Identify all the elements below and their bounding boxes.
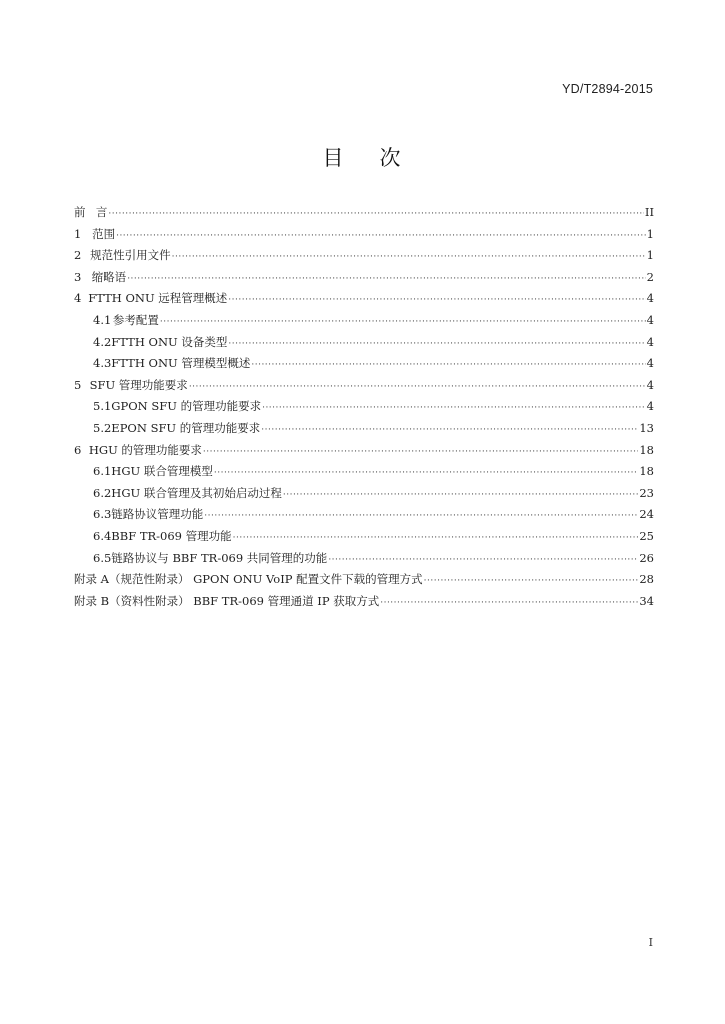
- page-number: I: [648, 936, 653, 949]
- toc-entry-number: 6: [74, 442, 82, 457]
- toc-entry-label: HGU 联合管理及其初始启动过程: [111, 485, 282, 500]
- toc-entry-label: 言: [95, 205, 108, 219]
- toc-leader-dots: [424, 571, 639, 593]
- toc-entry-label: FTTH ONU 管理模型概述: [111, 356, 251, 371]
- toc-entry[interactable]: [74, 461, 654, 483]
- toc-entry-label: HGU 的管理功能要求: [88, 442, 202, 457]
- toc-entry-label: FTTH ONU 设备类型: [111, 334, 228, 349]
- toc-entry-number: 1: [74, 226, 82, 241]
- toc-leader-dots: [251, 355, 645, 377]
- toc-entry-page: 4: [646, 377, 654, 392]
- toc-entry[interactable]: [74, 440, 654, 462]
- toc-entry-page: 4: [646, 356, 654, 371]
- toc-entry-label: 参考配置: [112, 312, 159, 327]
- toc-entry-page: 18: [639, 442, 654, 457]
- toc-entry-label: BBF TR-069 管理功能: [111, 528, 232, 543]
- toc-entry-number: 4.2: [93, 334, 112, 349]
- toc-leader-dots: [204, 506, 638, 528]
- toc-entry[interactable]: [74, 353, 654, 375]
- toc-entry-number: 5.1: [93, 399, 112, 414]
- toc-entry[interactable]: [74, 504, 654, 526]
- toc-entry-page: 26: [639, 550, 654, 565]
- toc-entry[interactable]: [74, 591, 654, 613]
- toc-entry-page: 18: [639, 464, 654, 479]
- toc-entry-number: 5.2: [93, 420, 112, 435]
- toc-leader-dots: [172, 247, 646, 269]
- toc-entry[interactable]: [74, 332, 654, 354]
- toc-entry-number: 2: [74, 248, 82, 263]
- toc-entry-page: 28: [639, 572, 654, 587]
- toc-entry-page: 34: [639, 593, 654, 608]
- toc-leader-dots: [108, 204, 643, 226]
- toc-entry-page: 2: [646, 269, 654, 284]
- toc-entry-page: 1: [646, 226, 654, 241]
- toc-entry-number: 4.3: [93, 356, 112, 371]
- toc-entry[interactable]: [74, 526, 654, 548]
- table-of-contents: [74, 202, 654, 612]
- toc-entry-number: 4: [74, 291, 82, 306]
- toc-entry-number: 前: [74, 205, 86, 219]
- toc-entry-page: 1: [646, 248, 654, 263]
- toc-leader-dots: [228, 334, 645, 356]
- toc-entry-number: 6.1: [93, 464, 112, 479]
- toc-entry-number: 4.1: [93, 312, 112, 327]
- toc-entry-label: SFU 管理功能要求: [89, 377, 188, 392]
- toc-entry-page: II: [644, 205, 654, 219]
- toc-entry[interactable]: [74, 548, 654, 570]
- toc-entry-label: 链路协议管理功能: [111, 507, 204, 522]
- toc-entry-label: GPON SFU 的管理功能要求: [111, 399, 262, 414]
- toc-entry-page: 13: [639, 420, 654, 435]
- toc-entry[interactable]: [74, 245, 654, 267]
- toc-entry-label: 缩略语: [91, 269, 127, 284]
- toc-entry[interactable]: [74, 267, 654, 289]
- toc-entry-label: FTTH ONU 远程管理概述: [88, 291, 228, 306]
- document-code: YD/T2894-2015: [562, 82, 653, 96]
- toc-leader-dots: [328, 550, 638, 572]
- toc-leader-dots: [127, 269, 645, 291]
- toc-entry-page: 25: [639, 528, 654, 543]
- toc-leader-dots: [380, 593, 638, 615]
- toc-title-right: 次: [379, 146, 403, 170]
- toc-entry-number: 6.2: [93, 485, 112, 500]
- toc-entry-number: 6.4: [93, 528, 112, 543]
- toc-leader-dots: [214, 463, 639, 485]
- toc-leader-dots: [233, 528, 639, 550]
- toc-entry-number: 5: [74, 377, 82, 392]
- toc-entry[interactable]: [74, 288, 654, 310]
- toc-entry-label: 范围: [92, 226, 116, 241]
- toc-entry[interactable]: [74, 375, 654, 397]
- toc-entry-label: 链路协议与 BBF TR-069 共同管理的功能: [111, 550, 328, 565]
- toc-entry-number: 3: [74, 269, 82, 284]
- toc-leader-dots: [160, 312, 646, 334]
- toc-title-left: 目: [322, 146, 346, 170]
- toc-entry-page: 4: [646, 312, 654, 327]
- toc-entry[interactable]: [74, 202, 654, 224]
- toc-entry-label: 附录 A（规范性附录） GPON ONU VoIP 配置文件下载的管理方式: [74, 572, 423, 587]
- toc-leader-dots: [283, 485, 639, 507]
- toc-leader-dots: [262, 398, 646, 420]
- toc-entry[interactable]: [74, 569, 654, 591]
- toc-entry-number: 6.5: [93, 550, 112, 565]
- toc-leader-dots: [261, 420, 638, 442]
- toc-title: [0, 142, 725, 172]
- toc-entry[interactable]: [74, 418, 654, 440]
- toc-entry[interactable]: [74, 483, 654, 505]
- toc-entry-page: 4: [646, 399, 654, 414]
- toc-entry-label: HGU 联合管理模型: [111, 464, 213, 479]
- toc-entry-label: 规范性引用文件: [90, 248, 171, 263]
- toc-entry[interactable]: [74, 396, 654, 418]
- toc-leader-dots: [189, 377, 646, 399]
- toc-entry-number: 6.3: [93, 507, 112, 522]
- toc-entry-page: 4: [646, 291, 654, 306]
- toc-entry-label: EPON SFU 的管理功能要求: [111, 420, 261, 435]
- toc-entry-label: 附录 B（资料性附录） BBF TR-069 管理通道 IP 获取方式: [74, 593, 380, 608]
- toc-entry[interactable]: [74, 310, 654, 332]
- toc-leader-dots: [116, 226, 646, 248]
- toc-entry-page: 23: [639, 485, 654, 500]
- toc-leader-dots: [228, 290, 645, 312]
- toc-entry[interactable]: [74, 224, 654, 246]
- toc-entry-page: 4: [646, 334, 654, 349]
- toc-leader-dots: [203, 442, 638, 464]
- toc-entry-page: 24: [639, 507, 654, 522]
